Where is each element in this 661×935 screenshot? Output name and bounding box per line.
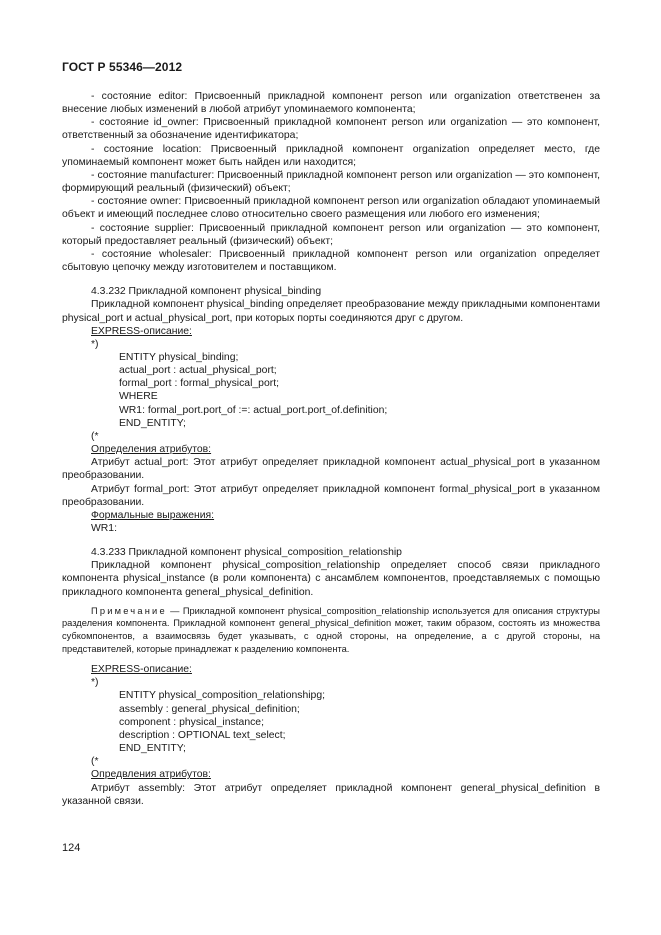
formal-expressions-label: Формальные выражения: [91,509,215,521]
code-line: END_ENTITY; [119,743,186,755]
section-description: Прикладной компонент physical_binding определяет преобразование между прикладными компонентами physical_port и actual_physical_port, при которых порты соединяются друг с другом. [62,299,600,324]
code-line: description : OPTIONAL text_select; [119,729,286,741]
comment-open: *) [91,338,99,350]
express-label: EXPRESS-описание: [91,664,192,676]
code-line: ENTITY physical_binding; [119,351,239,363]
section-description: Прикладной компонент physical_composition_relationship определяет способ связи прикладного компонента physical_instance (в роли компонента) с ансамблем компонентов, проедставляемых с помощью прикладного компонента general_physical_definition. [62,560,600,598]
express-label: EXPRESS-описание: [91,325,192,337]
code-line: ENTITY physical_composition_relationshipg; [119,690,325,702]
code-line: actual_port : actual_physical_port; [119,365,277,377]
state-id-owner: - состояние id_owner: Присвоенный прикладной компонент person или organization — это компонент, ответственный за обозначение идентификатора; [62,117,600,142]
section-4-3-232 [62,285,600,535]
comment-close: (* [91,430,99,442]
code-line: assembly : general_physical_definition; [119,703,300,715]
state-location: - состояние location: Присвоенный прикладной компонент organization определяет место, где упоминаемый компонент может быть найден или находится; [62,143,600,168]
states-list [62,90,600,274]
note-text: — Прикладной компонент physical_composition_relationship используется для описания структуры разделения компонента. Прикладной компонент general_physical_definition может, таким образом, состоять из множества субкомпонентов, а взаимосвязь будет указывать, с одной стороны, на определение, а с другой стороны, на представителей, которые принадлежат к разделению компонента. [62,605,600,654]
note-label: Примечание [91,605,167,616]
code-line: END_ENTITY; [119,417,186,429]
state-editor: - состояние editor: Присвоенный прикладной компонент person или organization ответственен за внесение любых изменений в любой атрибут упоминаемого компонента; [62,91,600,116]
code-line: component : physical_instance; [119,716,264,728]
section-4-3-233 [62,546,600,808]
attributes-label: Определения атрибутов: [91,444,212,456]
state-supplier: - состояние supplier: Присвоенный прикладной компонент person или organization — это компонент, который предоставляет реальный (физический) объект; [62,222,600,247]
standard-header: ГОСТ Р 55346—2012 [62,60,183,74]
formal-expression-item: WR1: [91,523,117,534]
document-body [62,90,600,808]
comment-close: (* [91,756,99,768]
attribute-formal-port: Атрибут formal_port: Этот атрибут определяет прикладной компонент formal_physical_port в указанном преобразовании. [62,483,600,508]
section-heading: 4.3.233 Прикладной компонент physical_composition_relationship [91,547,402,559]
attributes-label: Опредвления атрибутов: [91,769,211,781]
state-owner: - состояние owner: Присвоенный прикладной компонент person или organization обладают упоминаемый объект и имеющий последнее слово относительно своего размещения или любого его изменения; [62,196,600,221]
attribute-assembly: Атрибут assembly: Этот атрибут определяет прикладной компонент general_physical_definition в указанной связи. [62,782,600,807]
note [62,605,600,655]
state-wholesaler: - состояние wholesaler: Присвоенный прикладной компонент person или organization определяет сбытовую цепочку между изготовителем и поставщиком. [62,248,600,274]
page-number: 124 [62,842,81,854]
attribute-actual-port: Атрибут actual_port: Этот атрибут определяет прикладной компонент actual_physical_port в указанном преобразовании. [62,457,600,482]
code-line: WHERE [119,391,158,403]
code-line: formal_port : formal_physical_port; [119,378,279,390]
comment-open: *) [91,677,99,689]
code-line: WR1: formal_port.port_of :=: actual_port.port_of.definition; [119,404,388,416]
state-manufacturer: - состояние manufacturer: Присвоенный прикладной компонент person или organization — это компонент, формирующий реальный (физический) объект; [62,169,600,195]
section-heading: 4.3.232 Прикладной компонент physical_binding [91,286,322,298]
